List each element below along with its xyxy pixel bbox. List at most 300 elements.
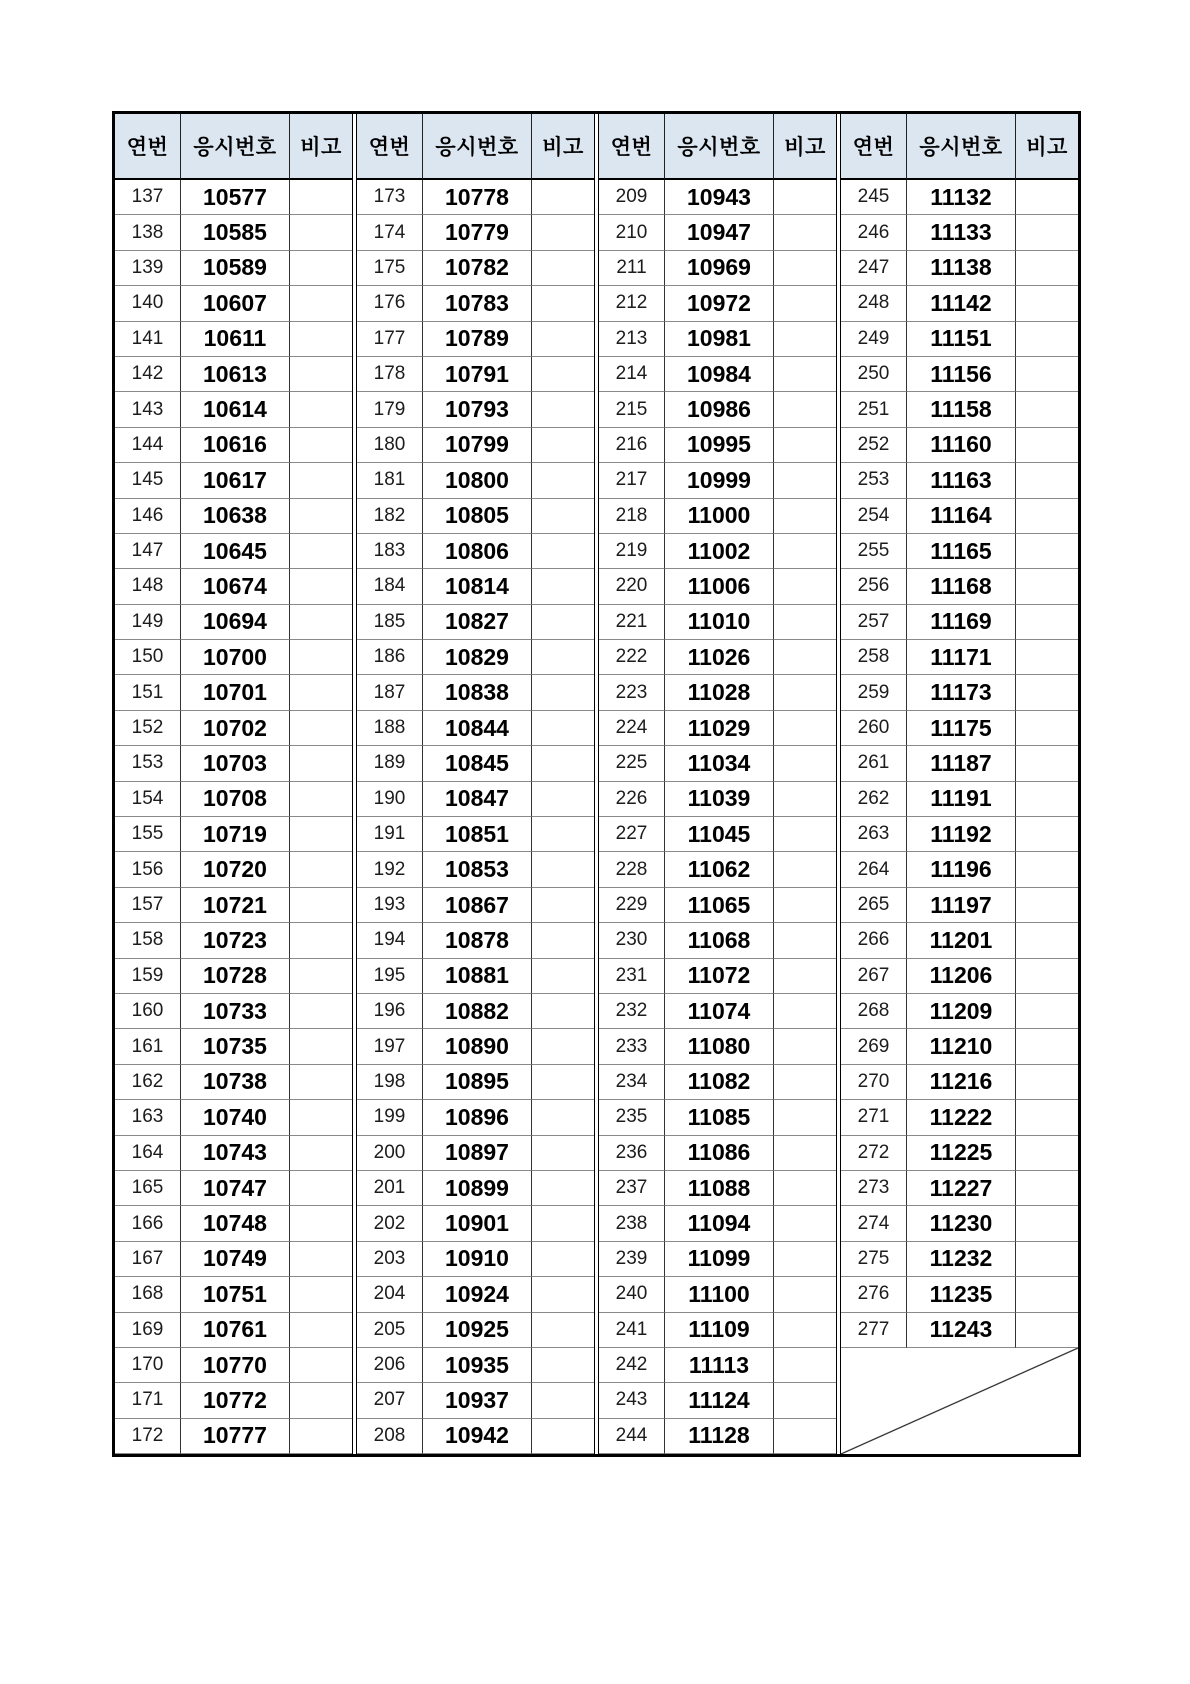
note-cell — [290, 569, 352, 604]
serial-number-cell: 197 — [357, 1029, 423, 1064]
note-cell — [1016, 1029, 1078, 1064]
serial-number-cell: 252 — [841, 428, 907, 463]
serial-number-cell: 155 — [115, 817, 181, 852]
serial-number-cell: 180 — [357, 428, 423, 463]
note-cell — [532, 534, 594, 569]
serial-number-cell: 193 — [357, 888, 423, 923]
note-cell — [774, 746, 836, 781]
serial-number-cell: 267 — [841, 959, 907, 994]
note-cell — [774, 428, 836, 463]
note-cell — [1016, 180, 1078, 215]
candidate-number-cell: 11235 — [907, 1277, 1016, 1312]
serial-number-cell: 194 — [357, 923, 423, 958]
serial-number-cell: 256 — [841, 569, 907, 604]
candidate-number-cell: 10838 — [423, 675, 532, 710]
candidate-number-cell: 10701 — [181, 675, 290, 710]
serial-number-cell: 213 — [599, 322, 665, 357]
candidate-number-cell: 11227 — [907, 1171, 1016, 1206]
note-cell — [774, 1171, 836, 1206]
note-cell — [290, 392, 352, 427]
candidate-number-cell: 11132 — [907, 180, 1016, 215]
serial-number-cell: 143 — [115, 392, 181, 427]
serial-number-cell: 262 — [841, 782, 907, 817]
candidate-number-cell: 11039 — [665, 782, 774, 817]
candidate-number-cell: 11045 — [665, 817, 774, 852]
serial-number-cell: 160 — [115, 994, 181, 1029]
serial-number-cell: 241 — [599, 1313, 665, 1348]
note-cell — [1016, 463, 1078, 498]
note-cell — [290, 215, 352, 250]
note-cell — [774, 1313, 836, 1348]
note-cell — [774, 322, 836, 357]
note-cell — [774, 675, 836, 710]
candidate-number-cell: 10733 — [181, 994, 290, 1029]
candidate-number-cell: 10845 — [423, 746, 532, 781]
serial-number-cell: 228 — [599, 852, 665, 887]
note-cell — [774, 1348, 836, 1383]
serial-number-cell: 163 — [115, 1100, 181, 1135]
note-cell — [774, 1277, 836, 1312]
table-group-1 — [115, 114, 352, 1454]
serial-number-cell: 248 — [841, 286, 907, 321]
note-cell — [532, 569, 594, 604]
note-cell — [532, 1029, 594, 1064]
note-cell — [1016, 605, 1078, 640]
serial-number-cell: 186 — [357, 640, 423, 675]
candidate-number-cell: 11164 — [907, 499, 1016, 534]
serial-number-cell: 179 — [357, 392, 423, 427]
note-cell — [1016, 994, 1078, 1029]
note-cell — [1016, 286, 1078, 321]
serial-number-cell: 153 — [115, 746, 181, 781]
candidate-number-cell: 10882 — [423, 994, 532, 1029]
candidate-number-cell: 11171 — [907, 640, 1016, 675]
serial-number-cell: 277 — [841, 1313, 907, 1348]
serial-number-cell: 250 — [841, 357, 907, 392]
serial-number-cell: 189 — [357, 746, 423, 781]
note-cell — [532, 322, 594, 357]
note-cell — [1016, 215, 1078, 250]
serial-number-cell: 158 — [115, 923, 181, 958]
note-cell — [290, 1065, 352, 1100]
candidate-number-cell: 10789 — [423, 322, 532, 357]
candidate-number-cell: 11243 — [907, 1313, 1016, 1348]
serial-number-cell: 246 — [841, 215, 907, 250]
candidate-number-cell: 10613 — [181, 357, 290, 392]
candidate-number-cell: 10972 — [665, 286, 774, 321]
note-cell — [532, 1419, 594, 1454]
candidate-number-cell: 10867 — [423, 888, 532, 923]
serial-number-cell: 238 — [599, 1206, 665, 1241]
serial-number-cell: 212 — [599, 286, 665, 321]
candidate-number-cell: 11158 — [907, 392, 1016, 427]
serial-number-cell: 172 — [115, 1419, 181, 1454]
candidate-number-cell: 10910 — [423, 1242, 532, 1277]
note-cell — [1016, 1313, 1078, 1348]
candidate-number-cell: 10844 — [423, 711, 532, 746]
candidate-number-table — [112, 111, 1081, 1457]
note-cell — [532, 1065, 594, 1100]
candidate-number-cell: 11138 — [907, 251, 1016, 286]
note-cell — [774, 1136, 836, 1171]
note-cell — [290, 1348, 352, 1383]
serial-number-cell: 244 — [599, 1419, 665, 1454]
note-cell — [1016, 322, 1078, 357]
serial-number-cell: 211 — [599, 251, 665, 286]
serial-number-cell: 184 — [357, 569, 423, 604]
candidate-number-cell: 11196 — [907, 852, 1016, 887]
note-cell — [290, 711, 352, 746]
serial-number-cell: 168 — [115, 1277, 181, 1312]
serial-number-cell: 274 — [841, 1206, 907, 1241]
candidate-number-cell: 11062 — [665, 852, 774, 887]
candidate-number-cell: 10896 — [423, 1100, 532, 1135]
note-cell — [290, 1136, 352, 1171]
candidate-number-cell: 10783 — [423, 286, 532, 321]
note-cell — [774, 1029, 836, 1064]
candidate-number-cell: 11088 — [665, 1171, 774, 1206]
serial-number-cell: 206 — [357, 1348, 423, 1383]
serial-number-cell: 220 — [599, 569, 665, 604]
serial-number-cell: 181 — [357, 463, 423, 498]
note-cell — [532, 994, 594, 1029]
note-cell — [290, 286, 352, 321]
candidate-number-cell: 10937 — [423, 1383, 532, 1418]
candidate-number-cell: 10878 — [423, 923, 532, 958]
candidate-number-cell: 11197 — [907, 888, 1016, 923]
candidate-number-cell: 11010 — [665, 605, 774, 640]
serial-number-cell: 202 — [357, 1206, 423, 1241]
candidate-number-cell: 10778 — [423, 180, 532, 215]
note-cell — [290, 1419, 352, 1454]
serial-number-cell: 169 — [115, 1313, 181, 1348]
note-cell — [290, 782, 352, 817]
note-cell — [1016, 392, 1078, 427]
note-cell — [290, 428, 352, 463]
column-header-candidate-number: 응시번호 — [665, 114, 774, 180]
candidate-number-cell: 10614 — [181, 392, 290, 427]
serial-number-cell: 261 — [841, 746, 907, 781]
column-header-note: 비고 — [290, 114, 352, 180]
note-cell — [290, 1100, 352, 1135]
candidate-number-cell: 10806 — [423, 534, 532, 569]
serial-number-cell: 215 — [599, 392, 665, 427]
candidate-number-cell: 10617 — [181, 463, 290, 498]
candidate-number-cell: 10814 — [423, 569, 532, 604]
candidate-number-cell: 11074 — [665, 994, 774, 1029]
serial-number-cell: 152 — [115, 711, 181, 746]
note-cell — [532, 675, 594, 710]
candidate-number-cell: 11232 — [907, 1242, 1016, 1277]
note-cell — [1016, 1242, 1078, 1277]
table-group-4 — [841, 114, 1078, 1454]
serial-number-cell: 149 — [115, 605, 181, 640]
serial-number-cell: 196 — [357, 994, 423, 1029]
candidate-number-cell: 11201 — [907, 923, 1016, 958]
note-cell — [532, 251, 594, 286]
table-group-2 — [357, 114, 594, 1454]
serial-number-cell: 147 — [115, 534, 181, 569]
candidate-number-cell: 11124 — [665, 1383, 774, 1418]
note-cell — [532, 357, 594, 392]
serial-number-cell: 175 — [357, 251, 423, 286]
note-cell — [774, 1206, 836, 1241]
candidate-number-cell: 10638 — [181, 499, 290, 534]
note-cell — [774, 711, 836, 746]
note-cell — [1016, 746, 1078, 781]
note-cell — [1016, 251, 1078, 286]
serial-number-cell: 266 — [841, 923, 907, 958]
candidate-number-cell: 11216 — [907, 1065, 1016, 1100]
serial-number-cell: 263 — [841, 817, 907, 852]
serial-number-cell: 264 — [841, 852, 907, 887]
note-cell — [532, 1206, 594, 1241]
serial-number-cell: 148 — [115, 569, 181, 604]
serial-number-cell: 162 — [115, 1065, 181, 1100]
note-cell — [1016, 1171, 1078, 1206]
note-cell — [1016, 1100, 1078, 1135]
note-cell — [774, 392, 836, 427]
note-cell — [1016, 1206, 1078, 1241]
candidate-number-cell: 10611 — [181, 322, 290, 357]
candidate-number-cell: 10999 — [665, 463, 774, 498]
note-cell — [532, 605, 594, 640]
candidate-number-cell: 10674 — [181, 569, 290, 604]
note-cell — [1016, 675, 1078, 710]
serial-number-cell: 166 — [115, 1206, 181, 1241]
serial-number-cell: 150 — [115, 640, 181, 675]
serial-number-cell: 214 — [599, 357, 665, 392]
note-cell — [532, 959, 594, 994]
note-cell — [290, 180, 352, 215]
serial-number-cell: 231 — [599, 959, 665, 994]
serial-number-cell: 247 — [841, 251, 907, 286]
candidate-number-cell: 10943 — [665, 180, 774, 215]
candidate-number-cell: 11222 — [907, 1100, 1016, 1135]
note-cell — [1016, 888, 1078, 923]
serial-number-cell: 254 — [841, 499, 907, 534]
serial-number-cell: 177 — [357, 322, 423, 357]
note-cell — [774, 1383, 836, 1418]
serial-number-cell: 192 — [357, 852, 423, 887]
note-cell — [290, 251, 352, 286]
serial-number-cell: 145 — [115, 463, 181, 498]
candidate-number-cell: 11086 — [665, 1136, 774, 1171]
note-cell — [774, 180, 836, 215]
serial-number-cell: 221 — [599, 605, 665, 640]
note-cell — [774, 569, 836, 604]
serial-number-cell: 249 — [841, 322, 907, 357]
serial-number-cell: 245 — [841, 180, 907, 215]
note-cell — [774, 1100, 836, 1135]
note-cell — [774, 959, 836, 994]
column-header-candidate-number: 응시번호 — [423, 114, 532, 180]
candidate-number-cell: 11100 — [665, 1277, 774, 1312]
candidate-number-cell: 11151 — [907, 322, 1016, 357]
candidate-number-cell: 10800 — [423, 463, 532, 498]
note-cell — [290, 1383, 352, 1418]
serial-number-cell: 190 — [357, 782, 423, 817]
candidate-number-cell: 10897 — [423, 1136, 532, 1171]
serial-number-cell: 205 — [357, 1313, 423, 1348]
candidate-number-cell: 10925 — [423, 1313, 532, 1348]
serial-number-cell: 225 — [599, 746, 665, 781]
candidate-number-cell: 10793 — [423, 392, 532, 427]
serial-number-cell: 165 — [115, 1171, 181, 1206]
candidate-number-cell: 11128 — [665, 1419, 774, 1454]
serial-number-cell: 183 — [357, 534, 423, 569]
serial-number-cell: 188 — [357, 711, 423, 746]
serial-number-cell: 191 — [357, 817, 423, 852]
column-header-serial: 연번 — [357, 114, 423, 180]
candidate-number-cell: 10986 — [665, 392, 774, 427]
note-cell — [774, 286, 836, 321]
candidate-number-cell: 10728 — [181, 959, 290, 994]
note-cell — [290, 1206, 352, 1241]
candidate-number-cell: 10735 — [181, 1029, 290, 1064]
serial-number-cell: 154 — [115, 782, 181, 817]
serial-number-cell: 268 — [841, 994, 907, 1029]
note-cell — [532, 428, 594, 463]
candidate-number-cell: 11191 — [907, 782, 1016, 817]
serial-number-cell: 187 — [357, 675, 423, 710]
serial-number-cell: 182 — [357, 499, 423, 534]
serial-number-cell: 159 — [115, 959, 181, 994]
serial-number-cell: 273 — [841, 1171, 907, 1206]
note-cell — [1016, 711, 1078, 746]
candidate-number-cell: 10799 — [423, 428, 532, 463]
note-cell — [290, 852, 352, 887]
candidate-number-cell: 11175 — [907, 711, 1016, 746]
candidate-number-cell: 10853 — [423, 852, 532, 887]
column-header-candidate-number: 응시번호 — [181, 114, 290, 180]
note-cell — [1016, 782, 1078, 817]
candidate-number-cell: 11034 — [665, 746, 774, 781]
serial-number-cell: 236 — [599, 1136, 665, 1171]
serial-number-cell: 209 — [599, 180, 665, 215]
note-cell — [774, 782, 836, 817]
candidate-number-cell: 10942 — [423, 1419, 532, 1454]
note-cell — [774, 357, 836, 392]
note-cell — [1016, 569, 1078, 604]
serial-number-cell: 243 — [599, 1383, 665, 1418]
candidate-number-cell: 11173 — [907, 675, 1016, 710]
serial-number-cell: 253 — [841, 463, 907, 498]
candidate-number-cell: 11094 — [665, 1206, 774, 1241]
candidate-number-cell: 10708 — [181, 782, 290, 817]
serial-number-cell: 199 — [357, 1100, 423, 1135]
serial-number-cell: 157 — [115, 888, 181, 923]
candidate-number-cell: 10981 — [665, 322, 774, 357]
serial-number-cell: 251 — [841, 392, 907, 427]
candidate-number-cell: 10743 — [181, 1136, 290, 1171]
note-cell — [532, 888, 594, 923]
candidate-number-cell: 10747 — [181, 1171, 290, 1206]
serial-number-cell: 276 — [841, 1277, 907, 1312]
note-cell — [532, 499, 594, 534]
serial-number-cell: 227 — [599, 817, 665, 852]
candidate-number-cell: 10700 — [181, 640, 290, 675]
note-cell — [1016, 852, 1078, 887]
note-cell — [290, 746, 352, 781]
note-cell — [1016, 959, 1078, 994]
serial-number-cell: 204 — [357, 1277, 423, 1312]
candidate-number-cell: 10645 — [181, 534, 290, 569]
note-cell — [532, 1383, 594, 1418]
serial-number-cell: 234 — [599, 1065, 665, 1100]
candidate-number-cell: 11029 — [665, 711, 774, 746]
candidate-number-cell: 10748 — [181, 1206, 290, 1241]
note-cell — [532, 1277, 594, 1312]
note-cell — [1016, 640, 1078, 675]
serial-number-cell: 269 — [841, 1029, 907, 1064]
serial-number-cell: 216 — [599, 428, 665, 463]
candidate-number-cell: 11028 — [665, 675, 774, 710]
candidate-number-cell: 10749 — [181, 1242, 290, 1277]
serial-number-cell: 240 — [599, 1277, 665, 1312]
serial-number-cell: 164 — [115, 1136, 181, 1171]
note-cell — [532, 817, 594, 852]
serial-number-cell: 142 — [115, 357, 181, 392]
note-cell — [774, 463, 836, 498]
serial-number-cell: 207 — [357, 1383, 423, 1418]
candidate-number-cell: 11165 — [907, 534, 1016, 569]
candidate-number-cell: 11225 — [907, 1136, 1016, 1171]
candidate-number-cell: 11187 — [907, 746, 1016, 781]
note-cell — [1016, 357, 1078, 392]
note-cell — [774, 605, 836, 640]
candidate-number-cell: 10589 — [181, 251, 290, 286]
candidate-number-cell: 10895 — [423, 1065, 532, 1100]
note-cell — [532, 746, 594, 781]
serial-number-cell: 146 — [115, 499, 181, 534]
serial-number-cell: 173 — [357, 180, 423, 215]
candidate-number-cell: 11133 — [907, 215, 1016, 250]
note-cell — [532, 1171, 594, 1206]
serial-number-cell: 257 — [841, 605, 907, 640]
candidate-number-cell: 10901 — [423, 1206, 532, 1241]
empty-merged-cell-diagonal — [841, 1348, 1078, 1454]
candidate-number-cell: 11085 — [665, 1100, 774, 1135]
serial-number-cell: 275 — [841, 1242, 907, 1277]
note-cell — [774, 923, 836, 958]
serial-number-cell: 233 — [599, 1029, 665, 1064]
serial-number-cell: 140 — [115, 286, 181, 321]
note-cell — [290, 534, 352, 569]
serial-number-cell: 226 — [599, 782, 665, 817]
serial-number-cell: 174 — [357, 215, 423, 250]
note-cell — [774, 888, 836, 923]
candidate-number-cell: 11210 — [907, 1029, 1016, 1064]
serial-number-cell: 200 — [357, 1136, 423, 1171]
note-cell — [1016, 534, 1078, 569]
serial-number-cell: 270 — [841, 1065, 907, 1100]
note-cell — [532, 215, 594, 250]
candidate-number-cell: 11142 — [907, 286, 1016, 321]
note-cell — [774, 534, 836, 569]
serial-number-cell: 156 — [115, 852, 181, 887]
note-cell — [774, 499, 836, 534]
note-cell — [774, 994, 836, 1029]
serial-number-cell: 138 — [115, 215, 181, 250]
note-cell — [1016, 1277, 1078, 1312]
serial-number-cell: 161 — [115, 1029, 181, 1064]
note-cell — [532, 923, 594, 958]
note-cell — [290, 463, 352, 498]
serial-number-cell: 203 — [357, 1242, 423, 1277]
candidate-number-cell: 10791 — [423, 357, 532, 392]
candidate-number-cell: 10761 — [181, 1313, 290, 1348]
